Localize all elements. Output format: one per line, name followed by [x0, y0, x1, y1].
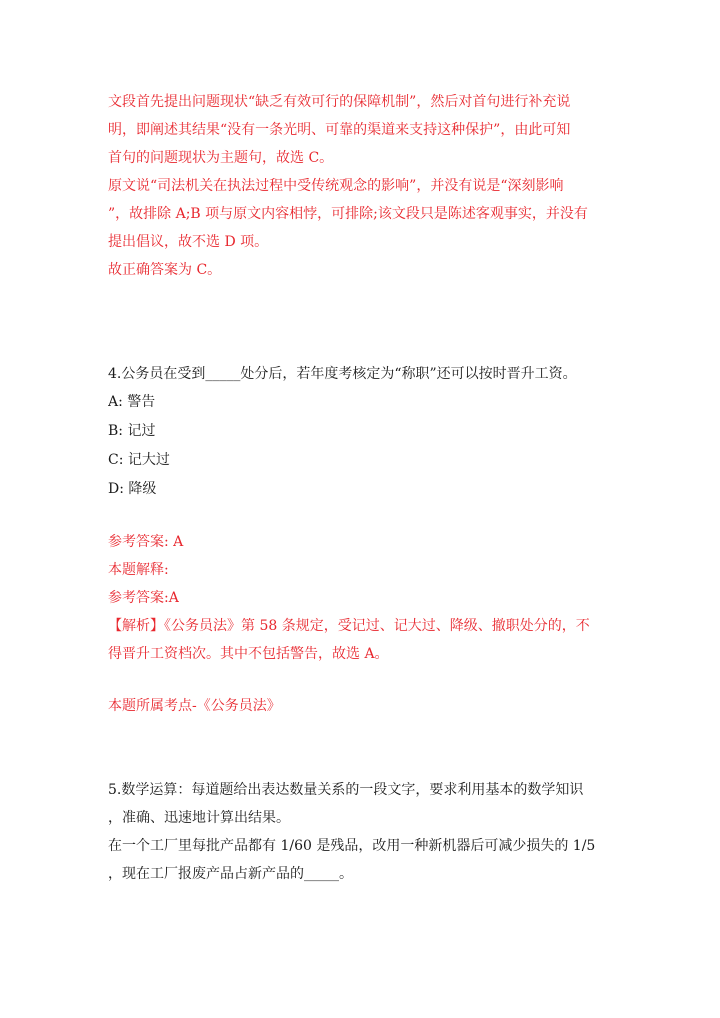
question-4 [108, 360, 618, 720]
analysis-line: 文段首先提出问题现状“缺乏有效可行的保障机制”，然后对首句进行补充说 [108, 94, 571, 110]
spacer [108, 668, 618, 692]
question-stem: 4.公务员在受到_____处分后，若年度考核定为“称职”还可以按时晋升工资。 [108, 366, 577, 382]
option-d: D: 降级 [108, 481, 157, 497]
spacer [108, 720, 618, 776]
question-line: ，现在工厂报废产品占新产品的_____。 [108, 866, 353, 882]
analysis-line: 原文说“司法机关在执法过程中受传统观念的影响”，并没有说是“深刻影响 [108, 178, 564, 194]
analysis-line: 提出倡议，故不选 D 项。 [108, 234, 269, 250]
explanation-line: 得晋升工资档次。其中不包括警告，故选 A。 [108, 646, 389, 662]
analysis-line: 故正确答案为 C。 [108, 262, 222, 278]
spacer [108, 504, 618, 528]
answer-label: 参考答案: A [108, 534, 184, 550]
explanation-line: 【解析】《公务员法》第 58 条规定，受记过、记大过、降级、撤职处分的，不 [108, 618, 590, 634]
analysis-line: 明，即阐述其结果“没有一条光明、可靠的渠道来支持这种保护”，由此可知 [108, 122, 571, 138]
option-a: A: 警告 [108, 394, 156, 410]
option-c: C: 记大过 [108, 452, 170, 468]
question-line: ，准确、迅速地计算出结果。 [108, 810, 290, 826]
question-line: 在一个工厂里每批产品都有 1/60 是残品，改用一种新机器后可减少损失的 1/5 [108, 838, 596, 854]
document-page [108, 88, 618, 888]
answer-label-2: 参考答案:A [108, 590, 179, 606]
q3-analysis-block [108, 88, 618, 284]
analysis-line: 首句的问题现状为主题句，故选 C。 [108, 150, 334, 166]
analysis-line: ”，故排除 A;B 项与原文内容相悖，可排除;该文段只是陈述客观事实，并没有 [108, 206, 588, 222]
option-b: B: 记过 [108, 423, 156, 439]
question-5 [108, 776, 618, 888]
knowledge-point: 本题所属考点-《公务员法》 [108, 698, 281, 714]
spacer [108, 284, 618, 360]
explanation-label: 本题解释: [108, 562, 169, 578]
question-line: 5.数学运算：每道题给出表达数量关系的一段文字，要求利用基本的数学知识 [108, 782, 584, 798]
